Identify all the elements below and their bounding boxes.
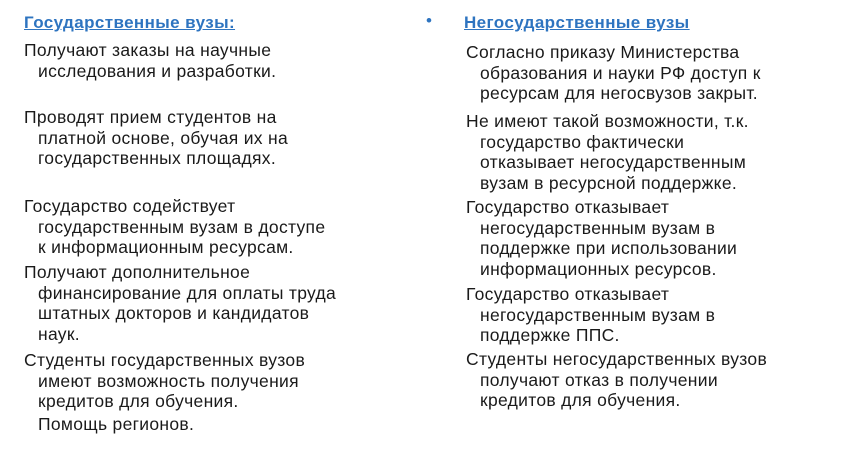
item-line: финансирование для оплаты труда	[38, 282, 337, 303]
item-line: наук.	[38, 323, 80, 344]
right-item-1	[466, 42, 761, 104]
item-line: негосударственным вузам в	[480, 217, 716, 238]
left-item-4	[24, 262, 336, 344]
left-item-2	[24, 107, 288, 169]
item-line: к информационным ресурсам.	[38, 237, 294, 257]
item-line: кредитов для обучения.	[480, 390, 681, 410]
item-line: вузам в ресурсной поддержке.	[480, 172, 738, 193]
item-line: получают отказ в получении	[480, 369, 718, 390]
item-line: информационных ресурсов.	[480, 258, 717, 279]
item-line: Студенты государственных вузов	[24, 350, 306, 370]
right-item-2	[466, 111, 749, 193]
item-line: имеют возможность получения	[38, 370, 299, 391]
right-item-5	[466, 349, 767, 411]
item-line: образования и науки РФ доступ к	[480, 62, 761, 83]
left-item-1	[24, 40, 276, 81]
item-line: исследования и разработки.	[38, 60, 277, 81]
item-line: Студенты негосударственных вузов	[466, 349, 768, 369]
item-line: Согласно приказу Министерства	[466, 42, 740, 62]
nonstate-universities-heading: Негосударственные вузы	[464, 13, 690, 32]
item-line: Государство содействует	[24, 196, 236, 216]
item-line: Помощь регионов.	[38, 414, 195, 434]
item-line: отказывает негосударственным	[480, 152, 747, 172]
state-universities-heading: Государственные вузы:	[24, 13, 236, 32]
bullet-icon: •	[426, 11, 432, 30]
item-line: поддержке ППС.	[480, 325, 620, 345]
left-item-3	[24, 196, 325, 258]
left-item-6	[38, 414, 194, 435]
item-line: платной основе, обучая их на	[38, 127, 289, 148]
item-line: государственным вузам в доступе	[38, 216, 326, 237]
item-line: ресурсам для негосвузов закрыт.	[480, 83, 758, 103]
item-line: штатных докторов и кандидатов	[38, 303, 310, 323]
item-line: Государство отказывает	[466, 284, 670, 304]
right-item-3	[466, 197, 737, 279]
item-line: поддержке при использовании	[480, 238, 738, 258]
item-line: государственных площадях.	[38, 148, 276, 168]
item-line: Не имеют такой возможности, т.к.	[466, 111, 749, 131]
item-line: Государство отказывает	[466, 197, 670, 217]
item-line: кредитов для обучения.	[38, 391, 239, 411]
right-item-4	[466, 284, 715, 346]
left-item-5	[24, 350, 305, 412]
item-line: негосударственным вузам в	[480, 304, 716, 325]
item-line: Получают заказы на научные	[24, 40, 272, 60]
item-line: Получают дополнительное	[24, 262, 251, 282]
item-line: Проводят прием студентов на	[24, 107, 277, 127]
item-line: государство фактически	[480, 131, 685, 152]
